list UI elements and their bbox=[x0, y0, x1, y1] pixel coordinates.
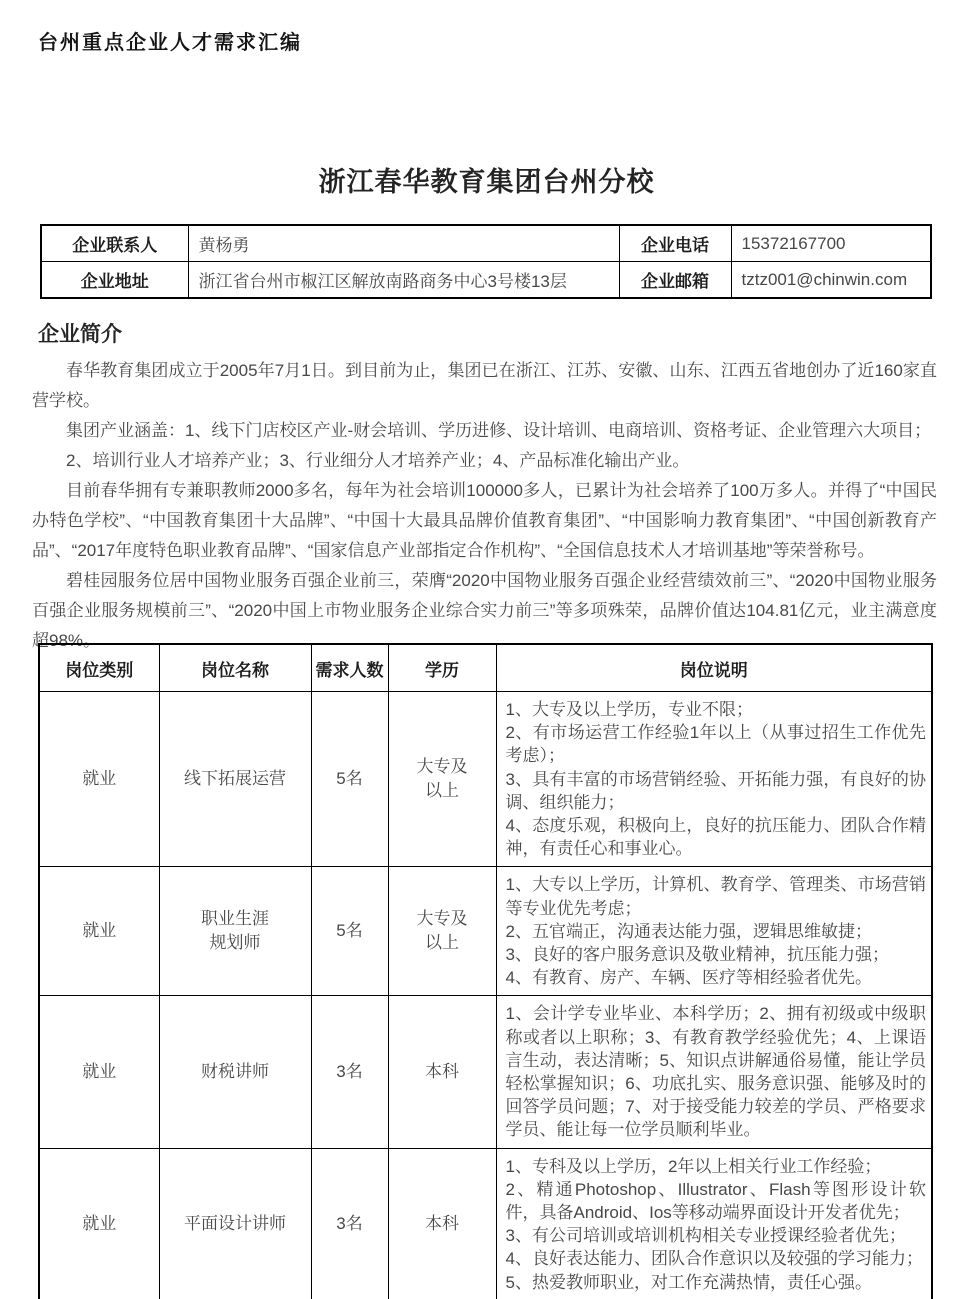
job-requirement-item: 2、五官端正，沟通表达能力强，逻辑思维敏捷； bbox=[505, 921, 872, 941]
company-profile-section bbox=[32, 318, 937, 656]
header-education: 学历 bbox=[388, 644, 496, 692]
job-description-cell bbox=[496, 1148, 932, 1299]
table-row bbox=[39, 1148, 932, 1299]
company-address-value: 浙江省台州市椒江区解放南路商务中心3号楼13层 bbox=[188, 262, 619, 299]
job-description-cell bbox=[496, 692, 932, 867]
profile-paragraph: 2、培训行业人才培养产业；3、行业细分人才培养产业；4、产品标准化输出产业。 bbox=[66, 451, 690, 470]
profile-heading: 企业简介 bbox=[38, 323, 122, 346]
header-job-name: 岗位名称 bbox=[159, 644, 311, 692]
job-description-cell bbox=[496, 867, 932, 996]
job-count-cell: 3名 bbox=[311, 1148, 388, 1299]
contact-person-label: 企业联系人 bbox=[41, 225, 188, 262]
job-name-line: 平面设计讲师 bbox=[184, 1214, 286, 1234]
table-row bbox=[39, 867, 932, 996]
education-line: 大专及 bbox=[416, 909, 468, 929]
contact-info-table bbox=[40, 224, 932, 299]
profile-paragraph: 碧桂园服务位居中国物业服务百强企业前三，荣膺“2020中国物业服务百强企业经营绩效前三”、“2020中国物业服务百强企业服务规模前三”、“2020中国上市物业服务企业综合实力前三”等多项殊荣，品牌价值达104.81亿元，业主满意度超98%。 bbox=[32, 571, 937, 650]
company-title: 浙江春华教育集团台州分校 bbox=[318, 167, 655, 197]
job-requirement-item: 3、良好的客户服务意识及敬业精神，抗压能力强； bbox=[505, 945, 889, 965]
job-positions-table bbox=[38, 643, 933, 1299]
profile-paragraph: 春华教育集团成立于2005年7月1日。到目前为止，集团已在浙江、江苏、安徽、山东、江西五省地创办了近160家直营学校。 bbox=[32, 361, 937, 410]
job-count-cell: 5名 bbox=[311, 692, 388, 867]
job-requirement-item: 2、有市场运营工作经验1年以上（从事过招生工作优先考虑）； bbox=[505, 723, 926, 766]
education-line: 本科 bbox=[425, 1214, 459, 1234]
company-email-label: 企业邮箱 bbox=[619, 262, 731, 299]
job-requirement-item: 5、热爱教师职业，对工作充满热情，责任心强。 bbox=[505, 1272, 872, 1292]
job-name-cell bbox=[159, 1148, 311, 1299]
job-requirement-item: 2、精通Photoshop、Illustrator、Flash等图形设计软件，具备Android、Ios等移动端界面设计开发者优先； bbox=[505, 1179, 926, 1223]
profile-paragraph: 集团产业涵盖：1、线下门店校区产业-财会培训、学历进修、设计培训、电商培训、资格考证、企业管理六大项目； bbox=[66, 421, 932, 440]
job-description-cell bbox=[496, 996, 932, 1148]
education-line: 以上 bbox=[425, 933, 459, 953]
job-name-cell bbox=[159, 867, 311, 996]
company-email-value: tztz001@chinwin.com bbox=[731, 262, 931, 299]
job-count-cell: 3名 bbox=[311, 996, 388, 1148]
job-requirement-item: 4、良好表达能力、团队合作意识以及较强的学习能力； bbox=[505, 1249, 923, 1269]
job-requirement-item: 1、大专以上学历，计算机、教育学、管理类、市场营销等专业优先考虑； bbox=[505, 875, 926, 918]
job-requirement-item: 3、具有丰富的市场营销经验、开拓能力强，有良好的协调、组织能力； bbox=[505, 769, 926, 812]
job-requirement-item: 3、有公司培训或培训机构相关专业授课经验者优先； bbox=[505, 1226, 906, 1246]
job-category-cell: 就业 bbox=[39, 996, 159, 1148]
compilation-title: 台州重点企业人才需求汇编 bbox=[38, 32, 302, 54]
job-requirement-item: 1、会计学专业毕业、本科学历；2、拥有初级或中级职称或者以上职称；3、有教育教学经验优先；4、上课语言生动，表达清晰；5、知识点讲解通俗易懂，能让学员轻松掌握知识；6、功底扎实、服务意识强、能够及时的回答学员问题；7、对于接受能力较差的学员、严格要求学员、能让每一位学员顺利毕业。 bbox=[505, 1004, 926, 1140]
education-line: 大专及 bbox=[416, 757, 468, 777]
job-name-line: 线下拓展运营 bbox=[184, 769, 286, 789]
header-job-description: 岗位说明 bbox=[496, 644, 932, 692]
job-education-cell bbox=[388, 692, 496, 867]
job-education-cell bbox=[388, 996, 496, 1148]
job-requirement-item: 1、大专及以上学历，专业不限； bbox=[505, 700, 753, 719]
job-requirement-item: 1、专科及以上学历，2年以上相关行业工作经验； bbox=[505, 1156, 882, 1176]
company-address-label: 企业地址 bbox=[41, 262, 188, 299]
jobs-header-row bbox=[39, 644, 932, 692]
company-phone-label: 企业电话 bbox=[619, 225, 731, 262]
header-job-category: 岗位类别 bbox=[39, 644, 159, 692]
job-education-cell bbox=[388, 1148, 496, 1299]
header-headcount: 需求人数 bbox=[311, 644, 388, 692]
job-category-cell: 就业 bbox=[39, 867, 159, 996]
job-requirement-item: 4、态度乐观，积极向上，良好的抗压能力、团队合作精神，有责任心和事业心。 bbox=[505, 816, 926, 859]
contact-person-value: 黄杨勇 bbox=[188, 225, 619, 262]
job-name-cell bbox=[159, 996, 311, 1148]
table-row bbox=[39, 692, 932, 867]
job-name-line: 财税讲师 bbox=[201, 1062, 269, 1082]
job-name-line: 职业生涯 bbox=[201, 909, 269, 929]
profile-paragraph: 目前春华拥有专兼职教师2000多名，每年为社会培训100000多人，已累计为社会培养了100万多人。并得了“中国民办特色学校”、“中国教育集团十大品牌”、“中国十大最具品牌价值教育集团”、“中国影响力教育集团”、“中国创新教育产品”、“2017年度特色职业教育品牌”、“国家信息产业部指定合作机构”、“全国信息技术人才培训基地”等荣誉称号。 bbox=[32, 481, 937, 560]
job-category-cell: 就业 bbox=[39, 692, 159, 867]
education-line: 以上 bbox=[425, 781, 459, 801]
job-name-line: 规划师 bbox=[209, 933, 261, 953]
company-phone-value: 15372167700 bbox=[731, 225, 931, 262]
education-line: 本科 bbox=[425, 1062, 459, 1082]
job-count-cell: 5名 bbox=[311, 867, 388, 996]
contact-row bbox=[41, 225, 931, 262]
job-name-cell bbox=[159, 692, 311, 867]
job-requirement-item: 4、有教育、房产、车辆、医疗等相经验者优先。 bbox=[505, 968, 872, 988]
job-education-cell bbox=[388, 867, 496, 996]
table-row bbox=[39, 996, 932, 1148]
contact-row bbox=[41, 262, 931, 299]
job-category-cell: 就业 bbox=[39, 1148, 159, 1299]
